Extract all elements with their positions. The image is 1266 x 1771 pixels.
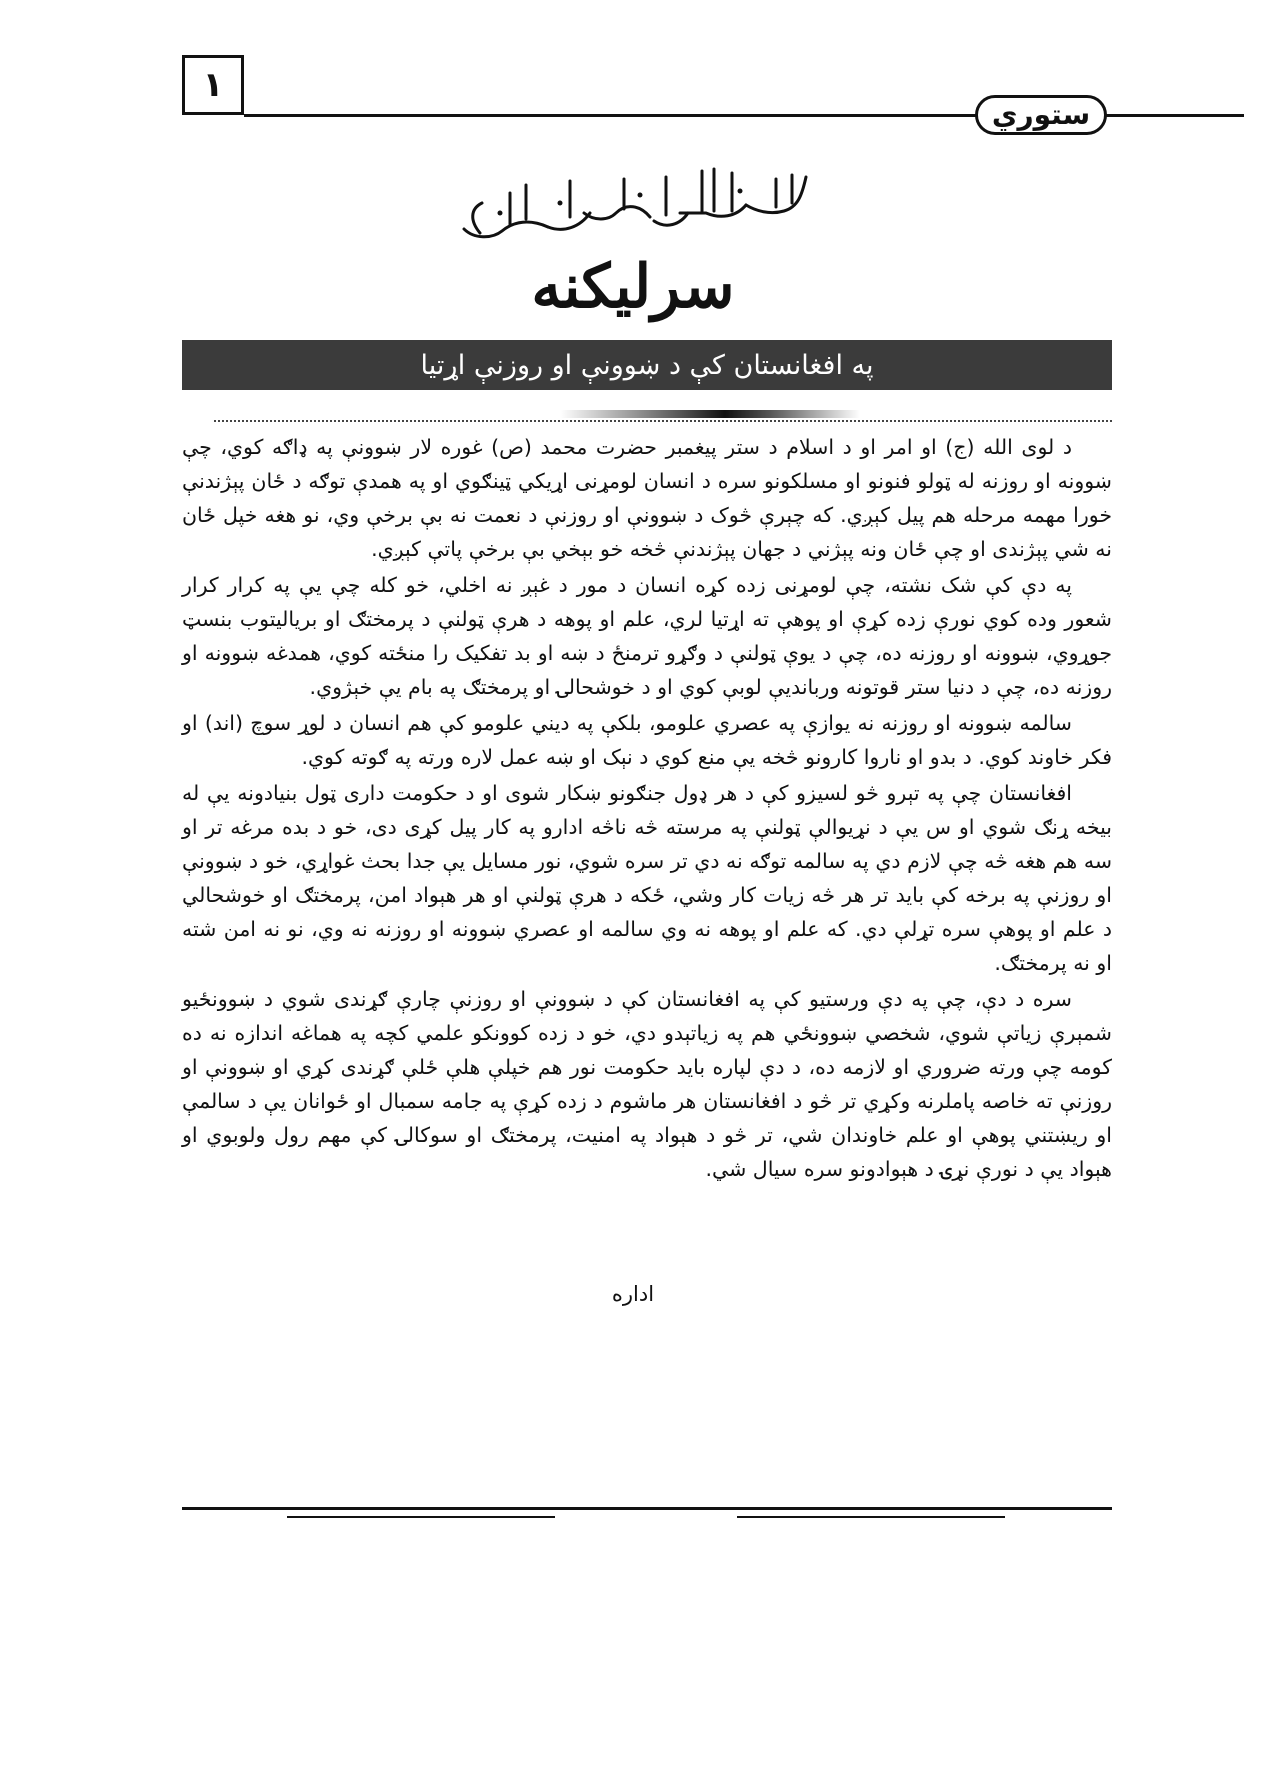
editorial-body <box>182 430 1112 1188</box>
paragraph-5: سره د دې، چې په دې ورستیو کې په افغانستان کې د ښوونې او روزنې چارې ګړندی شوي د ښوونځیو شمېرې زیاتې شوي، شخصي ښوونځي هم په زیاتېدو دي، خو د زده کوونکو علمي کچه په هماغه اندازه نه ده کومه چې ورته ضروري او لازمه ده، د دې لپاره باید حکومت نور هم خپلې هلې ځلې ګړندی کړي او ښوونې او روزنې ته خاصه پاملرنه وکړي تر څو د افغانستان هر ماشوم د زده کړې په جامه سمبال او ځوانان یې د سالمې او ریښتني پوهې او علم خاوندان شي، تر څو د هېواد په امنیت، پرمختګ او سوکالۍ کې مهم رول ولوبوي او هېواد یې د نورې نړۍ د هېوادونو سره سیال شي. <box>182 987 1112 1181</box>
subtitle-text: په افغانستان کې د ښوونې او روزنې اړتیا <box>420 349 874 381</box>
logo-text: ستوري <box>991 98 1091 131</box>
paragraph-2: په دې کې شک نشته، چې لومړنی زده کړه انسان د مور د غېږ نه اخلي، خو کله چې یې په کرار کرار شعور وده کوي نورې زده کړې او پوهې ته اړتیا لري، علم او پوهه د هرې ټولنې د پرمختګ او بریالیتوب بنسټ جوړوي، ښوونه او روزنه ده، چې د یوې ټولنې د وګړو ترمنځ د ښه او بد تفکیک را منځته کوي، همدغه ښوونه او روزنه ده، چې د دنیا ستر قوتونه وربانديې لوبې کوي او د خوشحالۍ او پرمختګ په بام یې خېژوي. <box>182 573 1112 699</box>
decorative-shade-rule <box>560 410 860 418</box>
paragraph-1: د لوی الله (ج) او امر او د اسلام د ستر پیغمبر حضرت محمد (ص) غوره لار ښوونې په ډاګه کوي، چې ښوونه او روزنه له ټولو فنونو او مسلکونو سره د انسان لومړنی اړیکي ټینګوي او په همدې توګه د ځان پېژندنې خورا مهمه مرحله هم پیل کېږي. که چېرې څوک د ښوونې او روزنې د نعمت نه بې برخې وي، نو هغه خپل ځان نه شي پېژندی او چې ځان ونه پېژني د جهان پېژندنې څخه خو بېخي بې برخې پاتې کېږي. <box>182 435 1112 561</box>
page-title: سرلیکنه <box>531 252 735 322</box>
page-number: ۱ <box>202 65 224 105</box>
paragraph-3: سالمه ښوونه او روزنه نه یوازې په عصري علومو، بلکې په دیني علومو کې هم انسان د لوړ سوچ (اند) او فکر خاوند کوي. د بدو او ناروا کارونو څخه یې منع کوي د نېک او ښه عمل لاره ورته په ګوته کوي. <box>182 711 1112 769</box>
paragraph-4: افغانستان چې په تېرو څو لسیزو کې د هر ډول جنګونو ښکار شوی او د حکومت داری ټول بنیادونه یې له بیخه ړنګ شوي او س یې د نړیوالې ټولنې په مرسته څه ناڅه ادارو په کار پیل کړی دی، خو د بده مرغه تر او سه هم هغه څه چې لازم دي په سالمه توګه نه دي تر سره شوي، نور مسایل یې جدا بحث غواړي، خو د ښوونې او روزنې په برخه کې باید تر هر څه زیات کار وشي، ځکه د هرې ټولنې او هر هېواد امن، پرمختګ او خوشحالي د علم او پوهې سره تړلې دي. که علم او پوهه نه وي سالمه او عصري ښوونه او روزنه نه وي، نو نه امن شته او نه پرمختګ. <box>182 781 1112 975</box>
basmala-calligraphy <box>440 155 826 250</box>
subtitle-banner <box>182 340 1112 390</box>
footer-rule <box>182 1507 1112 1510</box>
footer-rule-right <box>737 1516 1005 1518</box>
page-number-box <box>182 55 244 115</box>
dotted-separator <box>214 420 1112 422</box>
footer-rule-left <box>287 1516 555 1518</box>
magazine-logo <box>975 95 1107 135</box>
signature: اداره <box>611 1282 655 1306</box>
